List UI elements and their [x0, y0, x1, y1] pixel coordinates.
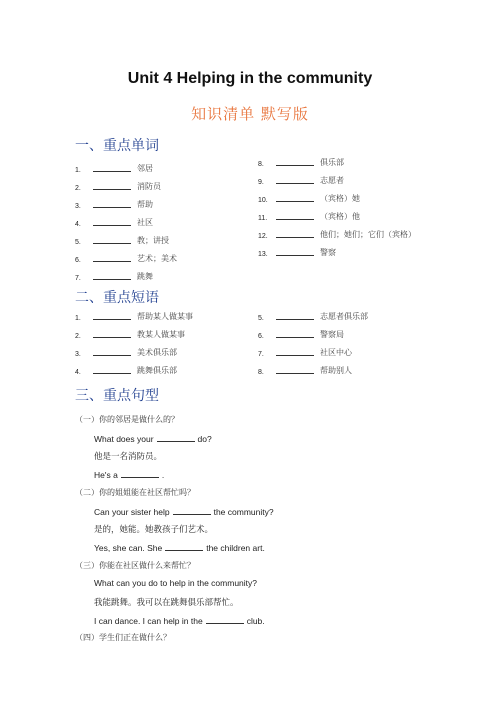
item-number: 4.	[75, 221, 81, 228]
item-hint: 社区中心	[320, 348, 352, 357]
item-hint: 消防员	[137, 182, 161, 191]
item-hint: 志愿者俱乐部	[320, 312, 368, 321]
answer-blank[interactable]	[165, 542, 203, 551]
sentence-group-heading: （三）你能在社区做什么来帮忙？	[75, 561, 195, 570]
item-number: 2.	[75, 333, 81, 340]
sentence-group-heading: （四）学生们正在做什么？	[75, 633, 171, 642]
sentence-answer: Yes, she can. She the children art.	[94, 543, 265, 553]
sentence-translation: 我能跳舞。我可以在跳舞俱乐部帮忙。	[94, 598, 239, 608]
item-hint: 俱乐部	[320, 158, 344, 167]
fill-in-item	[75, 326, 185, 340]
page-subtitle: 知识清单 默写版	[191, 105, 309, 123]
item-number: 13.	[258, 251, 268, 258]
answer-blank[interactable]	[276, 329, 314, 338]
item-hint: 跳舞	[137, 272, 153, 281]
fill-in-item	[75, 214, 153, 228]
item-number: 7.	[258, 351, 264, 358]
fill-in-item	[75, 160, 153, 174]
item-hint: 他们；她们；它们（宾格）	[320, 230, 416, 239]
item-hint: 美术俱乐部	[137, 348, 177, 357]
item-number: 10.	[258, 197, 268, 204]
item-hint: （宾格）她	[320, 194, 360, 203]
answer-blank[interactable]	[276, 157, 314, 166]
item-number: 6.	[75, 257, 81, 264]
section-heading-phrases: 二、重点短语	[75, 290, 159, 306]
answer-blank[interactable]	[276, 211, 314, 220]
answer-blank[interactable]	[93, 199, 131, 208]
item-number: 9.	[258, 179, 264, 186]
fill-in-item	[258, 244, 336, 258]
fill-in-item	[258, 308, 368, 322]
item-hint: 教某人做某事	[137, 330, 185, 339]
answer-blank[interactable]	[93, 271, 131, 280]
item-number: 3.	[75, 351, 81, 358]
answer-blank[interactable]	[93, 163, 131, 172]
sentence-group-heading: （二）你的姐姐能在社区帮忙吗？	[75, 488, 195, 497]
fill-in-item	[75, 362, 177, 376]
answer-blank[interactable]	[206, 615, 244, 624]
answer-blank[interactable]	[93, 311, 131, 320]
fill-in-item	[258, 172, 344, 186]
page-title: Unit 4 Helping in the community	[127, 70, 373, 87]
fill-in-item	[75, 268, 153, 282]
item-number: 5.	[258, 315, 264, 322]
section-heading-words: 一、重点单词	[75, 138, 159, 154]
item-hint: 帮助	[137, 200, 153, 209]
item-hint: 警察局	[320, 330, 344, 339]
item-number: 11.	[258, 215, 268, 222]
answer-blank[interactable]	[276, 229, 314, 238]
item-number: 8.	[258, 161, 264, 168]
section-heading-sentences: 三、重点句型	[75, 388, 159, 404]
answer-blank[interactable]	[276, 365, 314, 374]
answer-blank[interactable]	[173, 506, 211, 515]
sentence-question: What can you do to help in the community?	[94, 578, 258, 588]
sentence-answer: I can dance. I can help in the club.	[94, 616, 265, 626]
answer-blank[interactable]	[93, 365, 131, 374]
fill-in-item	[75, 178, 161, 192]
fill-in-item	[258, 190, 360, 204]
answer-blank[interactable]	[157, 433, 195, 442]
item-number: 7.	[75, 275, 81, 282]
fill-in-item	[75, 196, 153, 210]
answer-blank[interactable]	[93, 181, 131, 190]
sentence-translation: 他是一名消防员。	[94, 452, 163, 462]
item-hint: （宾格）他	[320, 212, 360, 221]
item-number: 1.	[75, 167, 81, 174]
fill-in-item	[258, 208, 360, 222]
answer-blank[interactable]	[93, 253, 131, 262]
item-number: 12.	[258, 233, 268, 240]
item-number: 5.	[75, 239, 81, 246]
item-hint: 志愿者	[320, 176, 344, 185]
answer-blank[interactable]	[93, 235, 131, 244]
item-hint: 跳舞俱乐部	[137, 366, 177, 375]
item-hint: 帮助某人做某事	[137, 312, 193, 321]
fill-in-item	[258, 326, 344, 340]
item-number: 4.	[75, 369, 81, 376]
fill-in-item	[75, 308, 193, 322]
fill-in-item	[258, 154, 344, 168]
answer-blank[interactable]	[93, 347, 131, 356]
answer-blank[interactable]	[93, 329, 131, 338]
item-number: 3.	[75, 203, 81, 210]
item-hint: 警察	[320, 248, 336, 257]
item-hint: 社区	[137, 218, 153, 227]
item-hint: 邻居	[137, 164, 153, 173]
answer-blank[interactable]	[121, 469, 159, 478]
fill-in-item	[258, 362, 352, 376]
fill-in-item	[258, 226, 416, 240]
answer-blank[interactable]	[276, 347, 314, 356]
answer-blank[interactable]	[276, 175, 314, 184]
answer-blank[interactable]	[276, 311, 314, 320]
fill-in-item	[75, 344, 177, 358]
sentence-question: What does your do?	[94, 434, 212, 444]
answer-blank[interactable]	[276, 193, 314, 202]
fill-in-item	[75, 250, 177, 264]
sentence-answer: He's a .	[94, 470, 165, 480]
item-number: 8.	[258, 369, 264, 376]
sentence-group-heading: （一）你的邻居是做什么的？	[75, 415, 179, 424]
fill-in-item	[75, 232, 169, 246]
item-number: 1.	[75, 315, 81, 322]
item-hint: 教；讲授	[137, 236, 169, 245]
answer-blank[interactable]	[276, 247, 314, 256]
item-hint: 帮助别人	[320, 366, 352, 375]
sentence-translation: 是的，她能。她教孩子们艺术。	[94, 525, 214, 535]
fill-in-item	[258, 344, 352, 358]
item-number: 2.	[75, 185, 81, 192]
answer-blank[interactable]	[93, 217, 131, 226]
item-number: 6.	[258, 333, 264, 340]
item-hint: 艺术；美术	[137, 254, 177, 263]
sentence-question: Can your sister help the community?	[94, 507, 274, 517]
